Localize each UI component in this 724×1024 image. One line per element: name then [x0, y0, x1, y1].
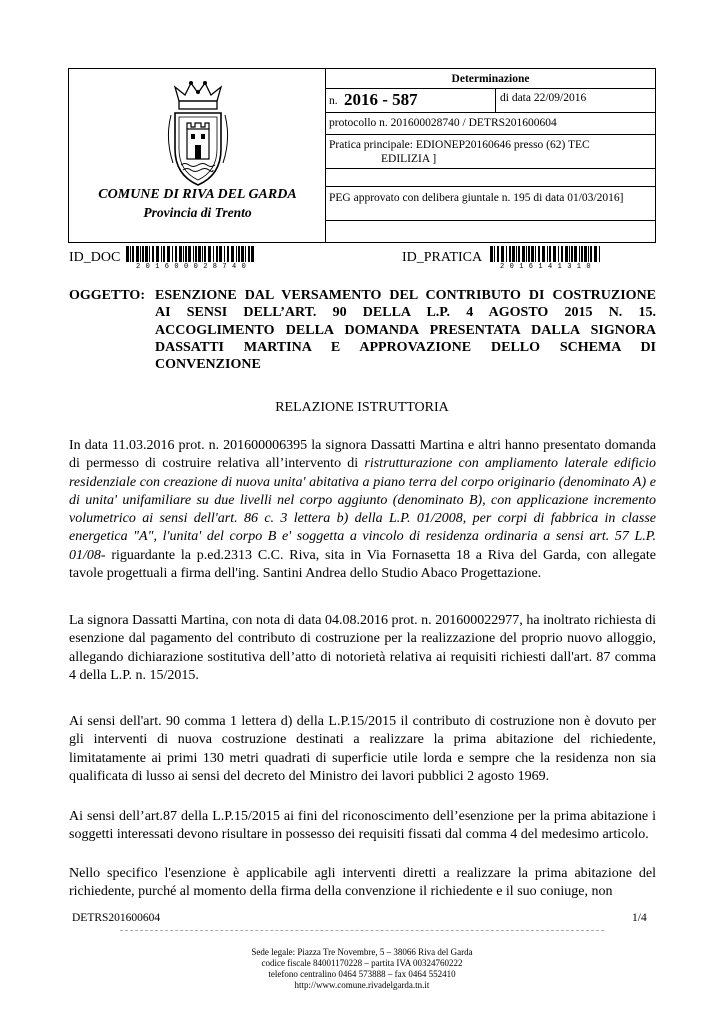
- paragraph-3: [69, 713, 656, 786]
- paragraph-1-end: riguardante la p.ed.2313 C.C. Riva, sita in Via Fornasetta 18 a Riva del Garda, con allegate tavole progettuali a firma dell'ing. Santini Andrea dello Studio Abaco Progettazione.: [69, 547, 656, 582]
- paragraph-5-text: Nello specifico l'esenzione è applicabile agli interventi diretti a realizzare la prima abitazione del richiedente, purché al momento della firma della convenzione il richiedente e il suo coniuge, non: [69, 866, 656, 900]
- paragraph-5: [69, 865, 656, 902]
- practice-line-1: Pratica principale: EDIONEP20160646 presso (62) TEC: [329, 139, 590, 151]
- practice-line-2: EDILIZIA ]: [381, 153, 437, 165]
- subject-line-1: ESENZIONE DAL VERSAMENTO DEL CONTRIBUTO DI COSTRUZIONE: [155, 288, 656, 303]
- footer-phone: telefono centralino 0464 573888 – fax 0464 552410: [268, 969, 456, 979]
- determination-number: 2016 - 587: [344, 90, 418, 109]
- footer-tax: codice fiscale 84001170228 – partita IVA 00324760222: [261, 958, 463, 968]
- practice-row: [326, 135, 655, 169]
- determination-date: di data 22/09/2016: [500, 92, 587, 104]
- paragraph-2-text: La signora Dassatti Martina, con nota di data 04.08.2016 prot. n. 201600022977, ha inoltrato richiesta di esenzione dal pagamento del contributo di costruzione per la realizzazione del proprio nuovo alloggio, allegando dichiarazione sostitutiva dell’atto di notorietà relativa ai requisiti richiesti dall'art. 87 comma 4 della L.P. n. 15/2015.: [69, 613, 656, 683]
- doc-type-label: Determinazione: [451, 73, 530, 85]
- paragraph-4-text: Ai sensi dell’art.87 della L.P.15/2015 ai fini del riconoscimento dell’esenzione per la prima abitazione i soggetti interessati devono risultare in possesso dei requisiti fissati dal comma 4 del medesimo articolo.: [69, 809, 656, 843]
- protocol-row: [326, 113, 655, 135]
- peg-text: PEG approvato con delibera giuntale n. 195 di data 01/03/2016]: [329, 192, 624, 204]
- peg-row: [326, 187, 655, 221]
- subject-line-5: CONVENZIONE: [155, 357, 261, 373]
- subject-text: [155, 287, 656, 373]
- footer-address: Sede legale: Piazza Tre Novembre, 5 – 38066 Riva del Garda: [251, 947, 473, 957]
- paragraph-3-text: Ai sensi dell'art. 90 comma 1 lettera d) della L.P.15/2015 il contributo di costruzione non è dovuto per gli interventi di nuova costruzione destinati a realizzare la prima abitazione del richiedente, limitatamente ai primi 130 metri quadrati di superficie utile lorda e sempre che la residenza non sia qualificata di lusso ai sensi del decreto del Ministro dei lavori pubblici 2 agosto 1969.: [69, 714, 656, 784]
- paragraph-1-intro: In data 11.03.2016 prot. n. 201600006395 la signora Dassatti Martina e altri hanno presentato domanda di permesso di costruire relativa all’intervento di: [69, 438, 656, 472]
- number-prefix: n.: [329, 95, 338, 107]
- footer-web: http://www.comune.rivadelgarda.tn.it: [294, 980, 430, 990]
- province-name: Provincia di Trento: [143, 205, 252, 220]
- id-pratica-label: ID_PRATICA: [402, 250, 483, 265]
- id-doc-digits: 201600028740: [136, 263, 252, 271]
- paragraph-2: [69, 612, 656, 685]
- doc-type-row: [326, 69, 655, 89]
- subject-line-2: AI SENSI DELL’ART. 90 DELLA L.P. 4 AGOSTO 2015 N. 15.: [155, 305, 656, 321]
- protocol-number: protocollo n. 201600028740 / DETRS201600604: [329, 117, 557, 129]
- header-table: [68, 68, 656, 243]
- paragraph-4: [69, 808, 656, 845]
- id-pratica-barcode: [490, 246, 602, 262]
- subject-label: OGGETTO:: [69, 288, 145, 303]
- number-row: [326, 89, 655, 113]
- footer-doc-code: DETRS201600604: [72, 912, 161, 924]
- id-pratica-digits: 2016141310: [500, 263, 597, 271]
- id-doc-barcode: [126, 246, 256, 262]
- header-right-cell: [326, 69, 655, 242]
- coat-of-arms-icon: [165, 79, 231, 191]
- page-number: 1/4: [632, 912, 647, 924]
- section-title: RELAZIONE ISTRUTTORIA: [275, 400, 449, 415]
- id-doc-label: ID_DOC: [69, 250, 121, 265]
- empty-row: [326, 169, 655, 187]
- paragraph-1-italic: ristrutturazione con ampliamento laterale edificio residenziale con creazione di nuova unita' abitativa a piano terra del corpo originario (denominato A) e di unita' unifamiliare su due livelli nel corpo aggiunto (denominato B), con applicazione incremento volumetrico ai sensi dell'art. 86 c. 3 lettera b) della L.P. 01/2008, per corpi di fabbrica in classe energetica "A", l'unita' del corpo B e' soggetta a vincolo di residenza ordinaria a sensi art. 57 L.P. 01/08-: [69, 456, 656, 563]
- footer-divider: [120, 930, 604, 931]
- authority-name: COMUNE DI RIVA DEL GARDA: [98, 187, 297, 202]
- subject-line-4: DASSATTI MARTINA E APPROVAZIONE DELLO SCHEMA DI: [155, 339, 656, 355]
- header-left-cell: [69, 69, 326, 242]
- paragraph-1: [69, 437, 656, 583]
- subject-line-3: ACCOGLIMENTO DELLA DOMANDA PRESENTATA DALLA SIGNORA: [155, 322, 656, 338]
